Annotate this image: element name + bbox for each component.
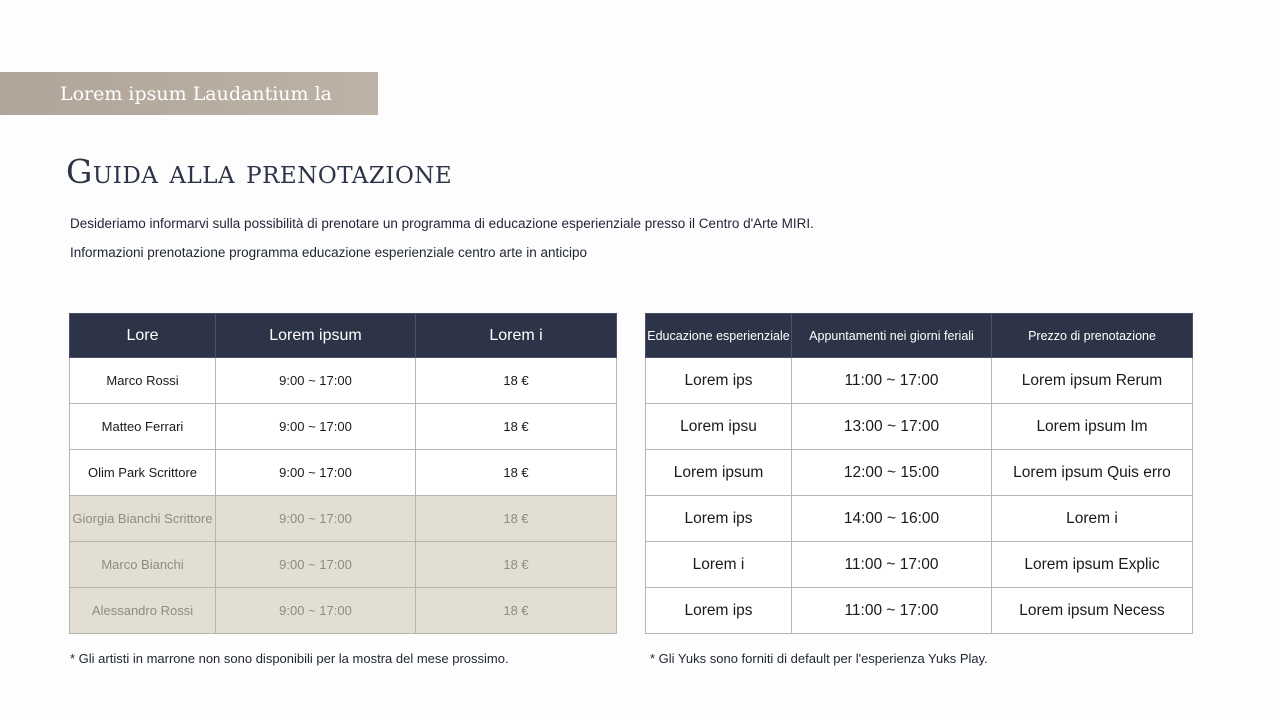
- table-row: [646, 496, 1193, 542]
- table-row: [70, 450, 617, 496]
- table-cell: 9:00 ~ 17:00: [216, 404, 416, 450]
- table-cell: 18 €: [416, 450, 617, 496]
- table-cell: 18 €: [416, 542, 617, 588]
- table-cell: Lorem ips: [646, 358, 792, 404]
- table-cell: 9:00 ~ 17:00: [216, 496, 416, 542]
- page-title: Guida alla prenotazione: [66, 152, 453, 191]
- table-row: [646, 358, 1193, 404]
- table-cell: Lorem ipsum Explic: [992, 542, 1193, 588]
- table-header-row: [646, 314, 1193, 358]
- banner-text: Lorem ipsum Laudantium la: [59, 82, 333, 105]
- table-row-unavailable: [70, 588, 617, 634]
- column-header: Educazione esperienziale: [646, 314, 792, 358]
- table-cell: Lorem ips: [646, 496, 792, 542]
- column-header: Prezzo di prenotazione: [992, 314, 1193, 358]
- table-cell: 18 €: [416, 588, 617, 634]
- experience-pricing-table: [645, 313, 1193, 634]
- table-row: [646, 404, 1193, 450]
- table-cell: Lorem ipsum Necess: [992, 588, 1193, 634]
- table-cell: Lorem i: [646, 542, 792, 588]
- artists-schedule-table: [69, 313, 617, 634]
- column-header: Lorem ipsum: [216, 314, 416, 358]
- table-row-unavailable: [70, 542, 617, 588]
- table-cell: Lorem ipsum: [646, 450, 792, 496]
- table-row: [646, 588, 1193, 634]
- column-header: Lore: [70, 314, 216, 358]
- table-cell: Lorem ips: [646, 588, 792, 634]
- table-cell: Olim Park Scrittore: [70, 450, 216, 496]
- table-cell: Lorem ipsum Rerum: [992, 358, 1193, 404]
- table-cell: 12:00 ~ 15:00: [792, 450, 992, 496]
- table-row: [70, 404, 617, 450]
- table-cell: 18 €: [416, 404, 617, 450]
- table-cell: 9:00 ~ 17:00: [216, 450, 416, 496]
- table-cell: 9:00 ~ 17:00: [216, 358, 416, 404]
- table-row: [646, 450, 1193, 496]
- table-cell: 18 €: [416, 358, 617, 404]
- column-header: Appuntamenti nei giorni feriali: [792, 314, 992, 358]
- table-cell: Marco Rossi: [70, 358, 216, 404]
- table-cell: 9:00 ~ 17:00: [216, 588, 416, 634]
- table-cell: Marco Bianchi: [70, 542, 216, 588]
- table-row: [70, 358, 617, 404]
- table-cell: Lorem ipsum Quis erro: [992, 450, 1193, 496]
- table-cell: Lorem ipsu: [646, 404, 792, 450]
- table-cell: 11:00 ~ 17:00: [792, 588, 992, 634]
- table-cell: 11:00 ~ 17:00: [792, 542, 992, 588]
- table-cell: 14:00 ~ 16:00: [792, 496, 992, 542]
- table-cell: Giorgia Bianchi Scrittore: [70, 496, 216, 542]
- table-cell: 18 €: [416, 496, 617, 542]
- table-cell: 13:00 ~ 17:00: [792, 404, 992, 450]
- table-cell: 11:00 ~ 17:00: [792, 358, 992, 404]
- table-cell: Lorem ipsum Im: [992, 404, 1193, 450]
- table-row-unavailable: [70, 496, 617, 542]
- table-row: [646, 542, 1193, 588]
- table-cell: Matteo Ferrari: [70, 404, 216, 450]
- column-header: Lorem i: [416, 314, 617, 358]
- yuks-footnote: * Gli Yuks sono forniti di default per l'esperienza Yuks Play.: [650, 651, 988, 666]
- section-banner: [0, 72, 378, 115]
- intro-line-1: Desideriamo informarvi sulla possibilità di prenotare un programma di educazione esperienziale presso il Centro d'Arte MIRI.: [70, 216, 814, 231]
- table-cell: Alessandro Rossi: [70, 588, 216, 634]
- intro-line-2: Informazioni prenotazione programma educazione esperienziale centro arte in anticipo: [70, 245, 588, 260]
- table-header-row: [70, 314, 617, 358]
- table-cell: 9:00 ~ 17:00: [216, 542, 416, 588]
- artists-footnote: * Gli artisti in marrone non sono disponibili per la mostra del mese prossimo.: [70, 651, 509, 666]
- table-cell: Lorem i: [992, 496, 1193, 542]
